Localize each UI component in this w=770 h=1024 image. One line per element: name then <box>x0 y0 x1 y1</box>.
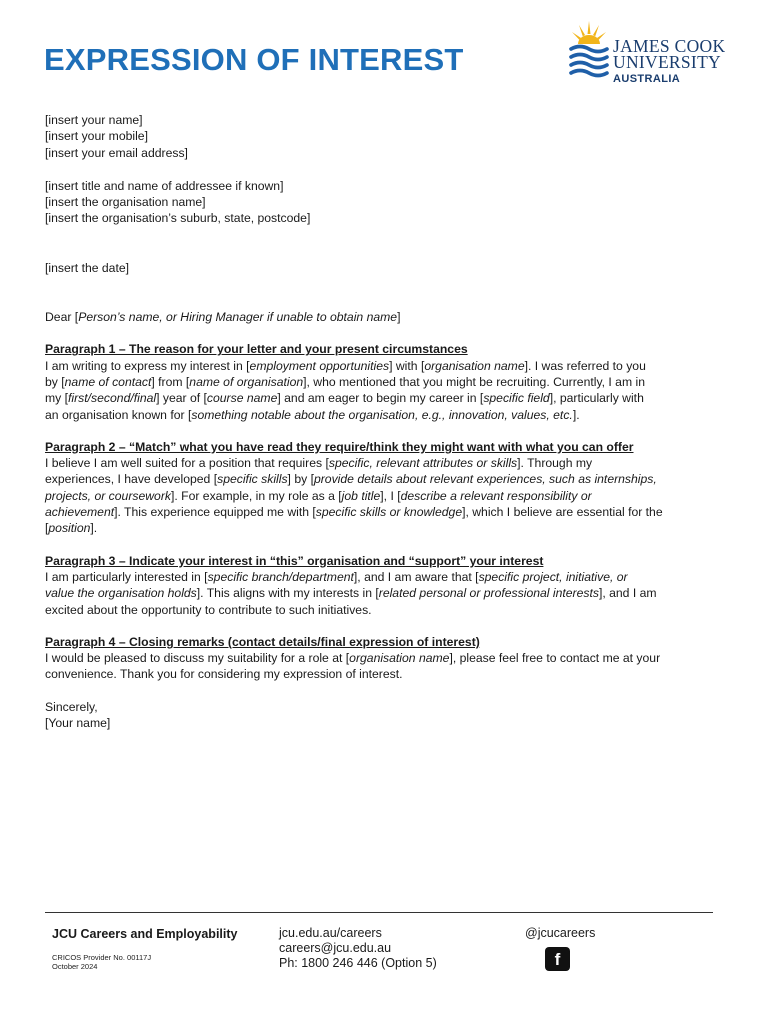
paragraph-3-line: I am particularly interested in [specific branch/department], and I am aware that [specific project, initiative, or <box>45 569 628 584</box>
sender-block <box>45 112 715 161</box>
paragraph-3-line: excited about the opportunity to contribute to such initiatives. <box>45 602 372 617</box>
sender-name: [insert your name] <box>45 113 143 127</box>
recipient-block <box>45 178 715 227</box>
closing-block <box>45 699 715 732</box>
letter-body <box>45 112 715 731</box>
paragraph-2-heading: Paragraph 2 – “Match” what you have read they require/think they might want with what you can offer <box>45 439 634 454</box>
social-handle[interactable]: @jcucareers <box>525 926 596 940</box>
cricos-number: CRICOS Provider No. 00117J <box>52 953 152 962</box>
recipient-organisation: [insert the organisation name] <box>45 195 206 210</box>
paragraph-3 <box>45 553 715 618</box>
document-title: EXPRESSION OF INTEREST <box>44 42 464 77</box>
paragraph-1-line: my [first/second/final] year of [course name] and am eager to begin my career in [specific field], particularly with <box>45 391 644 406</box>
paragraph-2-line: experiences, I have developed [specific skills] by [provide details about relevant experiences, such as internships, <box>45 472 657 487</box>
footer-web-link[interactable]: jcu.edu.au/careers <box>279 926 382 940</box>
paragraph-1-heading: Paragraph 1 – The reason for your letter and your present circumstances <box>45 342 468 357</box>
paragraph-4-line: convenience. Thank you for considering my expression of interest. <box>45 667 403 682</box>
paragraph-2-line: achievement]. This experience equipped me with [specific skills or knowledge], which I believe are essential for the <box>45 505 663 520</box>
logo-text-line3: AUSTRALIA <box>613 73 681 85</box>
footer-meta <box>52 953 151 971</box>
recipient-address: [insert the organisation’s suburb, state, postcode] <box>45 211 311 226</box>
paragraph-2 <box>45 439 715 537</box>
paragraph-4 <box>45 634 715 683</box>
sender-mobile: [insert your mobile] <box>45 129 148 144</box>
paragraph-2-line: I believe I am well suited for a position that requires [specific, relevant attributes or skills]. Through my <box>45 456 593 471</box>
footer-email-link[interactable]: careers@jcu.edu.au <box>279 941 392 955</box>
paragraph-1 <box>45 341 715 422</box>
paragraph-4-line: I would be pleased to discuss my suitability for a role at [organisation name], please feel free to contact me at your <box>45 651 661 666</box>
sender-email: [insert your email address] <box>45 145 188 160</box>
paragraph-4-heading: Paragraph 4 – Closing remarks (contact details/final expression of interest) <box>45 634 480 649</box>
footer-divider <box>45 912 713 913</box>
paragraph-2-line: [position]. <box>45 521 98 536</box>
paragraph-1-line: an organisation known for [something notable about the organisation, e.g., innovation, values, etc.]. <box>45 407 580 422</box>
signoff: Sincerely, <box>45 699 98 714</box>
paragraph-3-heading: Paragraph 3 – Indicate your interest in “this” organisation and “support” your interest <box>45 553 544 568</box>
paragraph-2-line: projects, or coursework]. For example, in my role as a [job title], I [describe a relevant responsibility or <box>45 488 592 503</box>
paragraph-1-line: by [name of contact] from [name of organisation], who mentioned that you might be recruiting. Currently, I am in <box>45 374 645 389</box>
salutation: Dear [Person’s name, or Hiring Manager if unable to obtain name] <box>45 310 401 325</box>
footer-date: October 2024 <box>52 962 98 971</box>
footer-org: JCU Careers and Employability <box>52 927 238 941</box>
paragraph-3-line: value the organisation holds]. This aligns with my interests in [related personal or professional interests], and I am <box>45 586 657 601</box>
footer-contact <box>279 926 437 971</box>
logo-text-line1: JAMES COOK <box>613 36 726 56</box>
recipient-title: [insert title and name of addressee if known] <box>45 178 284 193</box>
facebook-icon[interactable]: f <box>545 947 570 971</box>
footer-phone: Ph: 1800 246 446 (Option 5) <box>279 956 437 970</box>
signature-name: [Your name] <box>45 716 111 731</box>
sun-wave-logo-icon <box>567 18 611 84</box>
logo-text-line2: UNIVERSITY <box>613 52 721 72</box>
jcu-logo <box>565 18 735 88</box>
letter-date: [insert the date] <box>45 260 130 275</box>
paragraph-1-line: I am writing to express my interest in [employment opportunities] with [organisation name]. I was referred to you <box>45 358 646 373</box>
